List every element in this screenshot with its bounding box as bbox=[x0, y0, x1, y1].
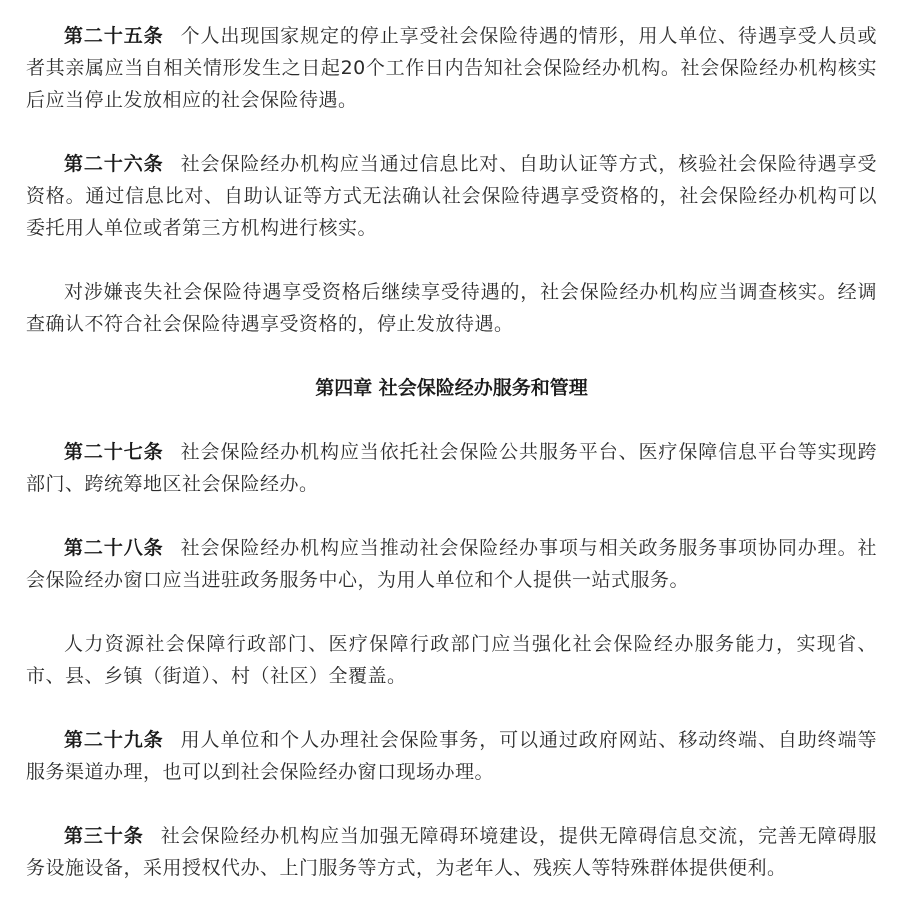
article-number: 第二十六条 bbox=[64, 153, 164, 175]
article-27 bbox=[26, 436, 877, 500]
article-28 bbox=[26, 532, 877, 596]
article-number: 第三十条 bbox=[64, 825, 144, 847]
paragraph-text: 对涉嫌丧失社会保险待遇享受资格后继续享受待遇的，社会保险经办机构应当调查核实。经调查确认不符合社会保险待遇享受资格的，停止发放待遇。 bbox=[26, 281, 877, 335]
article-text: 社会保险经办机构应当加强无障碍环境建设，提供无障碍信息交流，完善无障碍服务设施设备，采用授权代办、上门服务等方式，为老年人、残疾人等特殊群体提供便利。 bbox=[26, 825, 877, 879]
chapter-title: 第四章 社会保险经办服务和管理 bbox=[315, 377, 588, 399]
article-29 bbox=[26, 724, 877, 788]
article-30 bbox=[26, 820, 877, 884]
article-25 bbox=[26, 20, 877, 116]
article-26-continuation bbox=[26, 276, 877, 340]
article-text: 社会保险经办机构应当通过信息比对、自助认证等方式，核验社会保险待遇享受资格。通过信息比对、自助认证等方式无法确认社会保险待遇享受资格的，社会保险经办机构可以委托用人单位或者第三方机构进行核实。 bbox=[26, 153, 877, 239]
article-number: 第二十五条 bbox=[64, 25, 164, 47]
article-text: 社会保险经办机构应当依托社会保险公共服务平台、医疗保障信息平台等实现跨部门、跨统筹地区社会保险经办。 bbox=[26, 441, 877, 495]
article-number: 第二十八条 bbox=[64, 537, 164, 559]
article-text: 个人出现国家规定的停止享受社会保险待遇的情形，用人单位、待遇享受人员或者其亲属应当自相关情形发生之日起20个工作日内告知社会保险经办机构。社会保险经办机构核实后应当停止发放相应的社会保险待遇。 bbox=[26, 25, 877, 111]
article-28-continuation bbox=[26, 628, 877, 692]
article-number: 第二十九条 bbox=[64, 729, 164, 751]
article-text: 社会保险经办机构应当推动社会保险经办事项与相关政务服务事项协同办理。社会保险经办窗口应当进驻政务服务中心，为用人单位和个人提供一站式服务。 bbox=[26, 537, 877, 591]
article-text: 用人单位和个人办理社会保险事务，可以通过政府网站、移动终端、自助终端等服务渠道办理，也可以到社会保险经办窗口现场办理。 bbox=[26, 729, 877, 783]
article-number: 第二十七条 bbox=[64, 441, 164, 463]
paragraph-text: 人力资源社会保障行政部门、医疗保障行政部门应当强化社会保险经办服务能力，实现省、市、县、乡镇（街道）、村（社区）全覆盖。 bbox=[26, 633, 877, 687]
article-26 bbox=[26, 148, 877, 244]
